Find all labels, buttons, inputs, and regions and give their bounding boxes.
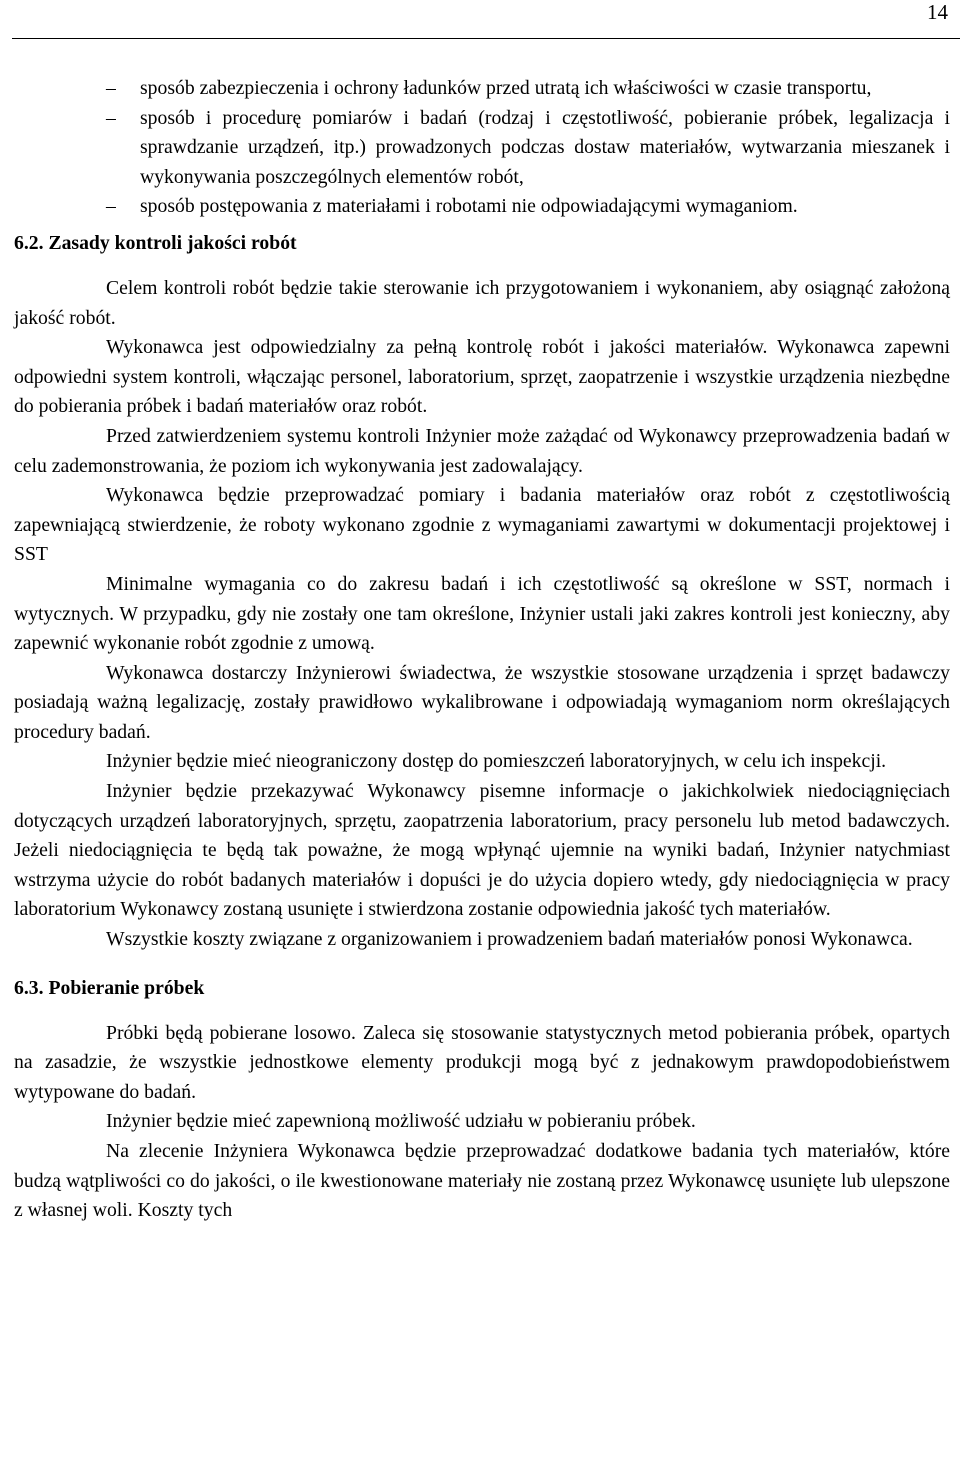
page-number: 14: [927, 0, 948, 24]
paragraph: Wykonawca dostarczy Inżynierowi świadectwa, że wszystkie stosowane urządzenia i sprzęt badawczy posiadają ważną legalizację, zostały prawidłowo wykalibrowane i odpowiadają wymaganiom norm określających procedury badań.: [14, 661, 950, 743]
paragraph: Inżynier będzie przekazywać Wykonawcy pisemne informacje o jakichkolwiek niedociągnięciach dotyczących urządzeń laboratoryjnych, sprzętu, zaopatrzenia laboratorium, pracy personelu lub metod badawczych. Jeżeli niedociągnięcia te będą tak poważne, że mogą wpłynąć ujemnie na wyniki badań, Inżynier natychmiast wstrzyma użycie do robót badanych materiałów i dopuści je do użycia dopiero wtedy, gdy niedociągnięcia w pracy laboratorium Wykonawcy zostaną usunięte i stwierdzona zostanie odpowiednia jakość tych materiałów.: [14, 780, 950, 921]
bullet-dash: –: [106, 106, 116, 129]
paragraph: Próbki będą pobierane losowo. Zaleca się stosowanie statystycznych metod pobierania próbek, opartych na zasadzie, że wszystkie jednostkowe elementy produkcji mogą być z jednakowym prawdopodobieństwem wytypowane do badań.: [14, 1021, 950, 1103]
paragraph: Minimalne wymagania co do zakresu badań i ich częstotliwość są określone w SST, normach i wytycznych. W przypadku, gdy nie zostały one tam określone, Inżynier ustali jaki zakres kontroli jest konieczny, aby zapewnić wykonanie robót zgodnie z umową.: [14, 572, 950, 655]
bullet-text: sposób postępowania z materiałami i robotami nie odpowiadającymi wymaganiom.: [140, 195, 798, 218]
section-heading-6-2: 6.2. Zasady kontroli jakości robót: [14, 231, 297, 254]
paragraph: Wykonawca będzie przeprowadzać pomiary i badania materiałów oraz robót z częstotliwością zapewniającą stwierdzenie, że roboty wykonano zgodnie z wymaganiami zawartymi w dokumentacji projektowej i SST: [14, 484, 950, 566]
paragraph: Wykonawca jest odpowiedzialny za pełną kontrolę robót i jakości materiałów. Wykonawca zapewni odpowiedni system kontroli, włączając personel, laboratorium, sprzęt, zaopatrzenie i wszystkie urządzenia niezbędne do pobierania próbek i badań materiałów oraz robót.: [14, 336, 950, 418]
paragraph: Inżynier będzie mieć zapewnioną możliwość udziału w pobieraniu próbek.: [106, 1110, 696, 1133]
paragraph: Przed zatwierdzeniem systemu kontroli Inżynier może zażądać od Wykonawcy przeprowadzenia badań w celu zademonstrowania, że poziom ich wykonywania jest zadowalający.: [14, 424, 950, 477]
header-rule: [12, 38, 960, 39]
bullet-item: [14, 192, 950, 222]
bullet-item: [14, 104, 950, 193]
bullet-text: sposób i procedurę pomiarów i badań (rodzaj i częstotliwość, pobieranie próbek, legalizacja i sprawdzanie urządzeń, itp.) prowadzonych podczas dostaw materiałów, wytwarzania mieszanek i wykonywania poszczególnych elementów robót,: [140, 106, 950, 188]
paragraph: Wszystkie koszty związane z organizowaniem i prowadzeniem badań materiałów ponosi Wykonawca.: [106, 928, 913, 951]
bullet-text: sposób zabezpieczenia i ochrony ładunków przed utratą ich właściwości w czasie transportu,: [140, 77, 872, 99]
section-heading-6-3: 6.3. Pobieranie próbek: [14, 976, 205, 999]
paragraph: Celem kontroli robót będzie takie sterowanie ich przygotowaniem i wykonaniem, aby osiągnąć założoną jakość robót.: [14, 276, 950, 329]
bullet-item: [14, 74, 950, 104]
bullet-dash: –: [106, 77, 116, 99]
paragraph: Na zlecenie Inżyniera Wykonawca będzie przeprowadzać dodatkowe badania tych materiałów, które budzą wątpliwości co do jakości, o ile kwestionowane materiały nie zostaną przez Wykonawcę usunięte lub ulepszone z własnej woli. Koszty tych: [14, 1140, 950, 1222]
paragraph: Inżynier będzie mieć nieograniczony dostęp do pomieszczeń laboratoryjnych, w celu ich inspekcji.: [106, 750, 887, 773]
document-body: [14, 74, 950, 1226]
bullet-dash: –: [106, 195, 116, 218]
